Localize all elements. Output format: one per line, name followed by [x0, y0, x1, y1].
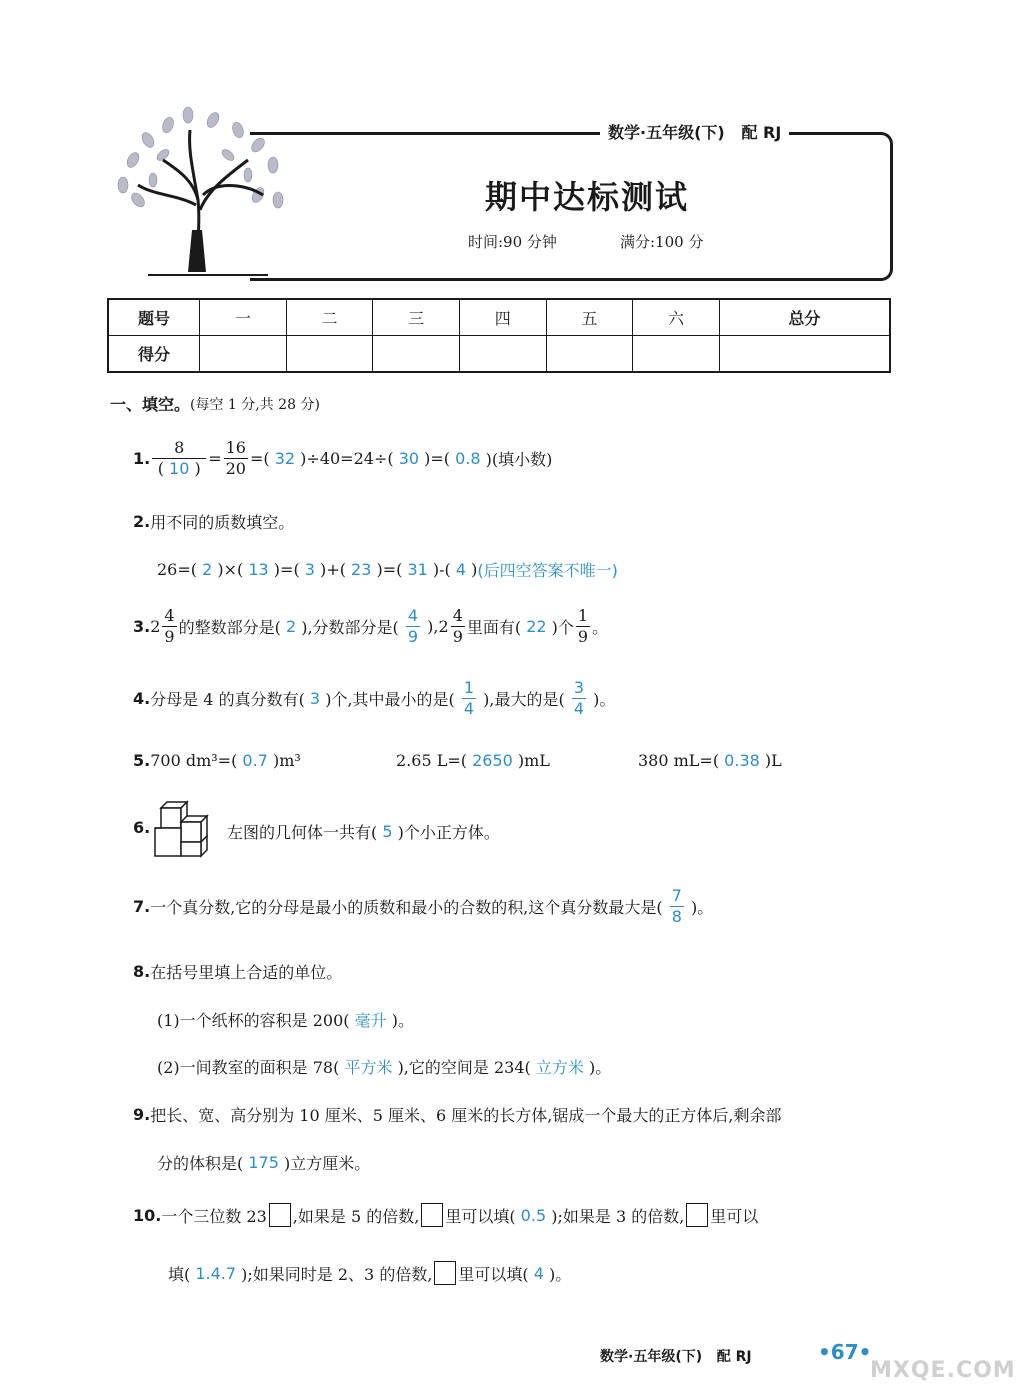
answer: 32: [274, 449, 296, 468]
table-cell: 总分: [719, 299, 890, 336]
question-9-line-2: 分的体积是( 175 )立方厘米。: [157, 1153, 371, 1173]
page-number: •67•: [818, 1340, 872, 1364]
answer: 13: [248, 560, 269, 579]
header-subject: 数学·五年级(下): [608, 123, 725, 142]
question-number: 8.: [133, 962, 151, 981]
section-title: 一、填空。: [110, 395, 191, 414]
question-1: 1. $\frac{8}{( 10 )}$ = $\frac{16}{20}$ =( 32 )÷40=24÷( 30 )=( 0.8 )(填小数): [133, 438, 553, 478]
score-input-cell[interactable]: [286, 336, 373, 373]
table-cell: 三: [373, 299, 460, 336]
score-input-cell[interactable]: [546, 336, 633, 373]
question-5: 5. 700 dm³=( 0.7 )m³: [133, 751, 301, 770]
answer-fraction: $\frac{3}{4}$: [573, 678, 585, 718]
score-table-header-row: [108, 299, 890, 336]
question-number: 6.: [133, 818, 151, 837]
answer: 平方米: [344, 1058, 393, 1077]
answer: 2: [285, 617, 297, 636]
score-input-cell[interactable]: [200, 336, 287, 373]
score-input-cell[interactable]: [373, 336, 460, 373]
fraction: $\frac{4}{9}$: [452, 606, 463, 646]
question-8: 8. 在括号里填上合适的单位。: [133, 962, 343, 982]
table-cell: 五: [546, 299, 633, 336]
fraction: $\frac{8}{( 10 )}$: [152, 440, 206, 477]
question-9: 9. 把长、宽、高分别为 10 厘米、5 厘米、6 厘米的长方体,锯成一个最大的正方体后,剩余部: [133, 1105, 782, 1125]
answer: 立方米: [535, 1058, 584, 1077]
answer: 毫升: [354, 1011, 387, 1030]
question-number: 4.: [133, 689, 151, 708]
answer: 3: [304, 560, 315, 579]
footer-label: [600, 1346, 752, 1366]
question-4: 4. 分母是 4 的真分数有( 3 )个,其中最小的是( $\frac{1}{4}$ ),最大的是( $\frac{3}{4}$ )。: [133, 678, 616, 718]
fraction: $\frac{1}{9}$: [577, 606, 589, 646]
question-number: 10.: [133, 1205, 162, 1225]
answer-fraction: $\frac{1}{4}$: [463, 678, 475, 718]
section-note: (每空 1 分,共 28 分): [190, 396, 320, 413]
table-cell: 二: [286, 299, 373, 336]
answer-fraction: $\frac{7}{8}$: [671, 886, 682, 926]
footer-edition: 配 RJ: [716, 1349, 752, 1365]
answer: 31: [407, 560, 428, 579]
fraction: $\frac{16}{20}$: [225, 438, 246, 478]
table-cell: 六: [633, 299, 720, 336]
page-title: 期中达标测试: [485, 178, 690, 216]
answer: 175: [248, 1153, 279, 1172]
table-cell: 一: [200, 299, 287, 336]
question-8-part-2: (2)一间教室的面积是 78( 平方米 ),它的空间是 234( 立方米 )。: [157, 1055, 611, 1078]
header-label: [600, 120, 789, 143]
question-6: [133, 818, 150, 837]
watermark: MXQE.COM: [870, 1358, 1016, 1383]
exam-score: 满分:100 分: [620, 233, 704, 251]
question-6-text: 左图的几何体一共有( 5 )个小正方体。: [227, 822, 500, 842]
blank-box[interactable]: [686, 1203, 708, 1227]
question-number: 9.: [133, 1105, 151, 1124]
score-table-score-row: [108, 336, 890, 373]
answer: 23: [351, 560, 372, 579]
answer: 4: [533, 1263, 544, 1283]
answer: 10: [169, 459, 190, 478]
score-table: [107, 298, 891, 373]
question-5-part-2: 2.65 L=( 2650 )mL: [396, 751, 550, 770]
question-5-part-3: 380 mL=( 0.38 )L: [638, 751, 782, 770]
question-7: 7. 一个真分数,它的分母是最小的质数和最小的合数的积,这个真分数最大是( $\frac{7}{8}$ )。: [133, 886, 714, 926]
question-8-part-1: (1)一个纸杯的容积是 200( 毫升 )。: [157, 1008, 414, 1031]
footer-subject: 数学·五年级(下): [600, 1349, 703, 1365]
answer: 22: [526, 617, 547, 636]
question-number: 5.: [133, 751, 151, 770]
blank-box[interactable]: [434, 1261, 456, 1285]
answer: 4: [455, 560, 467, 579]
question-2: 2. 用不同的质数填空。: [133, 512, 295, 532]
table-cell: 得分: [108, 336, 200, 373]
question-2-answer-line: 26=( 2 )×( 13 )=( 3 )+( 23 )=( 31 )-( 4 ) (后四空答案不唯一): [157, 560, 618, 580]
answer-fraction: $\frac{4}{9}$: [407, 606, 419, 646]
question-10-line-2: 填( 1.4.7 );如果同时是 2、3 的倍数, 里可以填( 4 )。: [168, 1261, 571, 1285]
question-number: 3.: [133, 617, 151, 636]
score-input-cell[interactable]: [633, 336, 720, 373]
question-number: 2.: [133, 512, 151, 531]
header-edition: 配 RJ: [741, 123, 782, 142]
answer: 2: [202, 560, 213, 579]
answer: 30: [398, 449, 420, 468]
answer: 0.8: [455, 449, 481, 468]
fraction: $\frac{4}{9}$: [164, 606, 175, 646]
exam-time: 时间:90 分钟: [468, 233, 557, 251]
score-input-cell[interactable]: [459, 336, 546, 373]
cube-figure: [153, 800, 221, 860]
answer-note: (后四空答案不唯一): [477, 561, 618, 580]
answer: 0.5: [520, 1205, 547, 1225]
blank-box[interactable]: [421, 1203, 443, 1227]
question-10: 10. 一个三位数 23 ,如果是 5 的倍数, 里可以填( 0.5 );如果是 3 的倍数, 里可以: [133, 1203, 758, 1227]
question-number: 1.: [133, 449, 151, 468]
section-heading: [110, 392, 320, 415]
answer: 0.38: [724, 751, 760, 770]
answer: 0.7: [242, 751, 268, 770]
table-cell: 四: [459, 299, 546, 336]
table-cell: 题号: [108, 299, 200, 336]
answer: 1.4.7: [195, 1263, 237, 1283]
score-input-cell[interactable]: [719, 336, 890, 373]
question-number: 7.: [133, 897, 151, 916]
answer: 2650: [472, 751, 513, 770]
blank-box[interactable]: [269, 1203, 291, 1227]
question-3: 3. 2 $\frac{4}{9}$ 的整数部分是( 2 ),分数部分是( $\frac{4}{9}$ ), 2 $\frac{4}{9}$ 里面有( 22 )个 $\frac{1}{9}$ 。: [133, 606, 609, 646]
answer: 5: [382, 822, 393, 841]
answer: 3: [309, 689, 321, 708]
